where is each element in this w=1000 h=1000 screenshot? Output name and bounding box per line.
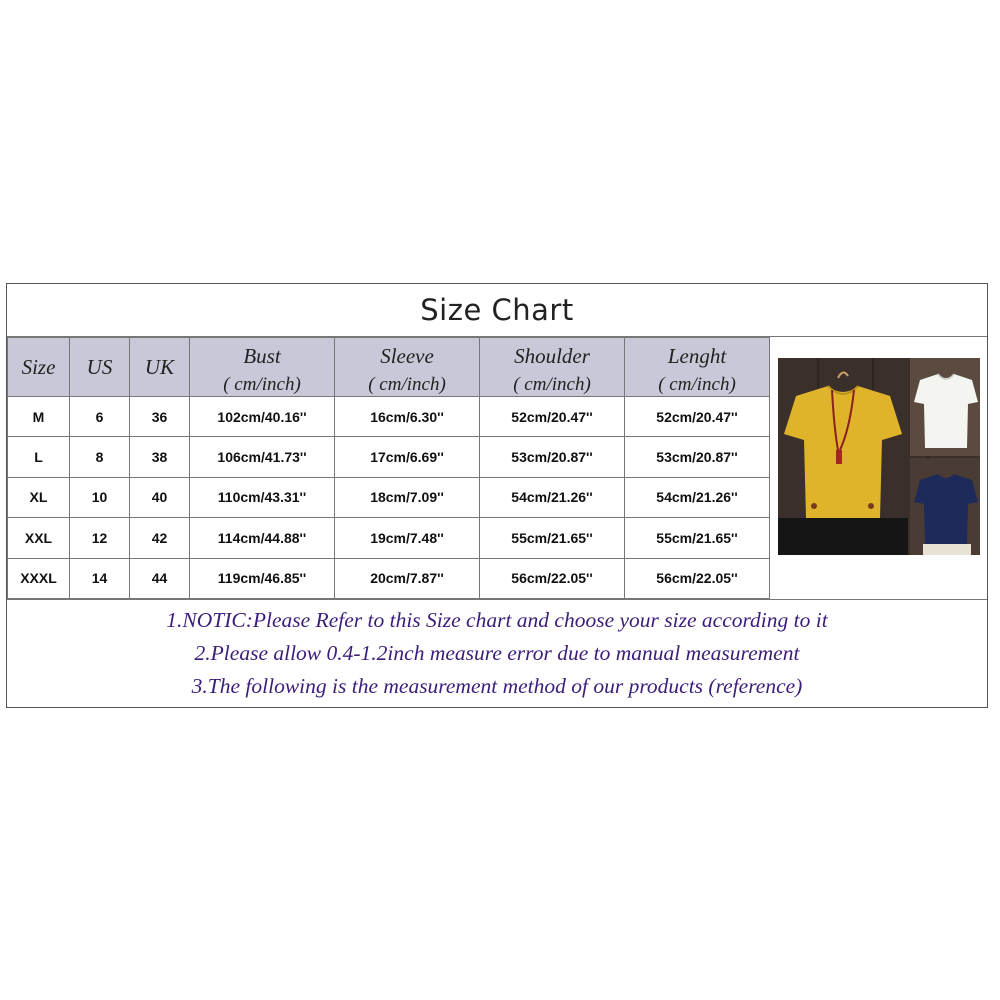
cell-us: 10 [70,477,130,517]
cell-length: 52cm/20.47'' [625,397,770,437]
unit-shoulder: ( cm/inch) [480,374,625,397]
cell-shoulder: 54cm/21.26'' [480,477,625,517]
size-chart [6,283,988,708]
cell-shoulder: 55cm/21.65'' [480,518,625,558]
header-length: Lenght [625,338,770,375]
header-us: US [70,338,130,397]
cell-size: XXXL [8,558,70,598]
cell-shoulder: 56cm/22.05'' [480,558,625,598]
cell-length: 56cm/22.05'' [625,558,770,598]
header-shoulder: Shoulder [480,338,625,375]
note-line: 3.The following is the measurement method of our products (reference) [191,674,803,698]
unit-sleeve: ( cm/inch) [335,374,480,397]
cell-size: M [8,397,70,437]
tshirt-icon [778,358,980,555]
header-uk: UK [130,338,190,397]
cell-bust: 119cm/46.85'' [190,558,335,598]
cell-us: 6 [70,397,130,437]
cell-uk: 44 [130,558,190,598]
cell-sleeve: 17cm/6.69'' [335,437,480,477]
notes [7,599,987,707]
cell-bust: 106cm/41.73'' [190,437,335,477]
chart-title: Size Chart [7,284,987,337]
cell-bust: 114cm/44.88'' [190,518,335,558]
size-table [7,337,770,599]
cell-sleeve: 20cm/7.87'' [335,558,480,598]
note-line: 1.NOTIC:Please Refer to this Size chart and choose your size according to it [166,608,828,632]
cell-sleeve: 19cm/7.48'' [335,518,480,558]
cell-uk: 40 [130,477,190,517]
table-row [8,558,770,598]
table-row [8,477,770,517]
cell-sleeve: 16cm/6.30'' [335,397,480,437]
header-bust: Bust [190,338,335,375]
cell-shoulder: 52cm/20.47'' [480,397,625,437]
product-photo-cell [769,337,987,599]
note-line: 2.Please allow 0.4-1.2inch measure error due to manual measurement [194,641,800,665]
header-sleeve: Sleeve [335,338,480,375]
cell-shoulder: 53cm/20.87'' [480,437,625,477]
cell-size: XL [8,477,70,517]
unit-length: ( cm/inch) [625,374,770,397]
cell-us: 14 [70,558,130,598]
table-row [8,518,770,558]
table-row [8,437,770,477]
cell-bust: 102cm/40.16'' [190,397,335,437]
header-size: Size [8,338,70,397]
cell-size: XXL [8,518,70,558]
cell-length: 54cm/21.26'' [625,477,770,517]
cell-length: 53cm/20.87'' [625,437,770,477]
cell-uk: 42 [130,518,190,558]
cell-uk: 36 [130,397,190,437]
cell-uk: 38 [130,437,190,477]
cell-sleeve: 18cm/7.09'' [335,477,480,517]
product-photo [778,358,980,555]
cell-length: 55cm/21.65'' [625,518,770,558]
cell-bust: 110cm/43.31'' [190,477,335,517]
cell-us: 12 [70,518,130,558]
cell-us: 8 [70,437,130,477]
table-row [8,397,770,437]
cell-size: L [8,437,70,477]
unit-bust: ( cm/inch) [190,374,335,397]
